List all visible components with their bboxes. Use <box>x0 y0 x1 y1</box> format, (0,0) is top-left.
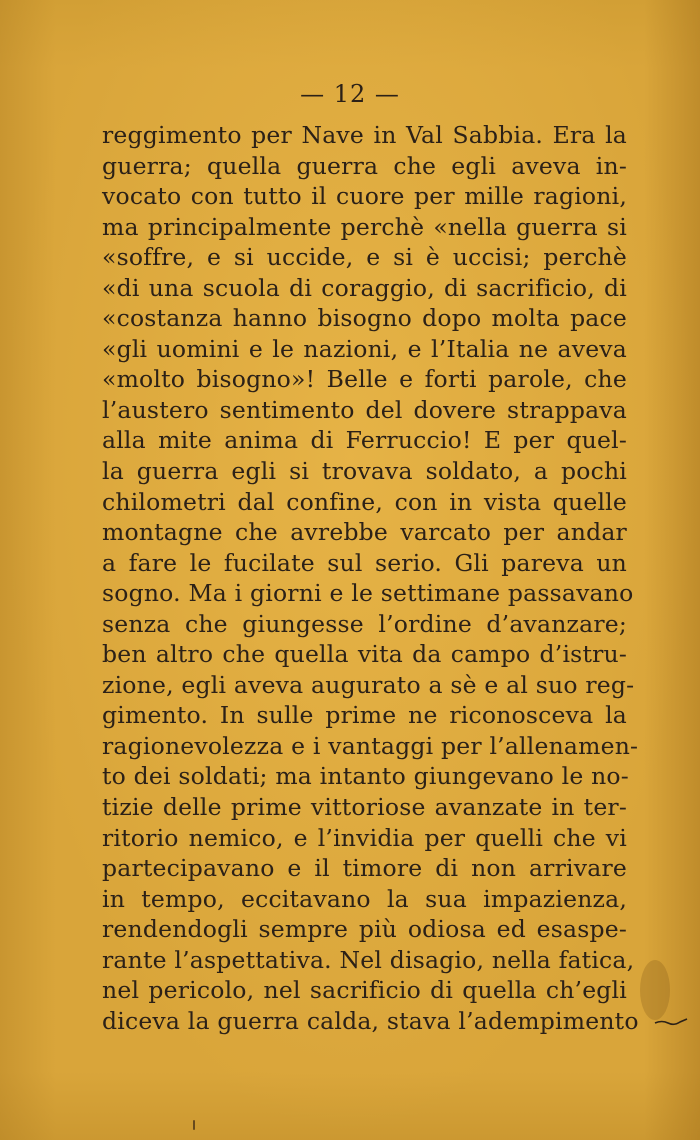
ink-mark <box>654 1018 688 1026</box>
text-line: l’austero sentimento del dovere strappava <box>102 395 627 424</box>
text-line: «costanza hanno bisogno dopo molta pace <box>102 304 627 333</box>
text-line: «molto bisogno»! Belle e forti parole, che <box>102 365 627 394</box>
text-line: reggimento per Nave in Val Sabbia. Era la <box>102 121 627 149</box>
text-line: tizie delle prime vittoriose avanzate in ter- <box>102 793 627 822</box>
ink-speck <box>193 1120 195 1130</box>
page-number: — 12 — <box>300 80 400 108</box>
text-line: to dei soldati; ma intanto giungevano le no- <box>102 762 629 791</box>
text-line: ritorio nemico, e l’invidia per quelli che vi <box>102 823 627 852</box>
text-line: chilometri dal confine, con in vista quelle <box>102 487 627 516</box>
text-line: sogno. Ma i giorni e le settimane passavano <box>102 579 634 608</box>
text-line: partecipavano e il timore di non arrivare <box>102 854 627 883</box>
text-line: a fare le fucilate sul serio. Gli pareva un <box>102 548 627 577</box>
text-line: senza che giungesse l’ordine d’avanzare; <box>102 609 627 638</box>
text-line: diceva la guerra calda, stava l’adempimento <box>102 1006 639 1035</box>
text-line: montagne che avrebbe varcato per andar <box>102 518 627 547</box>
text-line: vocato con tutto il cuore per mille ragioni, <box>102 182 627 211</box>
text-line: in tempo, eccitavano la sua impazienza, <box>102 884 627 913</box>
text-line: la guerra egli si trovava soldato, a pochi <box>102 457 627 486</box>
text-line: nel pericolo, nel sacrificio di quella ch’egli <box>102 976 627 1005</box>
text-line: rante l’aspettativa. Nel disagio, nella fatica, <box>102 945 635 974</box>
text-line: alla mite anima di Ferruccio! E per quel- <box>102 426 627 455</box>
text-line: zione, egli aveva augurato a sè e al suo reg- <box>102 670 635 699</box>
text-line: ben altro che quella vita da campo d’istru- <box>102 640 627 669</box>
text-line: ma principalmente perchè «nella guerra si <box>102 212 627 241</box>
text-line: rendendogli sempre più odiosa ed esaspe- <box>102 915 627 944</box>
text-line: «soffre, e si uccide, e si è uccisi; perchè <box>102 243 627 272</box>
body-text <box>102 120 639 1036</box>
text-line: guerra; quella guerra che egli aveva in- <box>102 151 627 180</box>
text-line: gimento. In sulle prime ne riconosceva la <box>102 701 627 730</box>
paper-stain <box>640 960 670 1020</box>
text-line: «di una scuola di coraggio, di sacrificio, di <box>102 273 627 302</box>
text-line: ragionevolezza e i vantaggi per l’allenamen- <box>102 731 639 760</box>
text-line: «gli uomini e le nazioni, e l’Italia ne aveva <box>102 334 627 363</box>
